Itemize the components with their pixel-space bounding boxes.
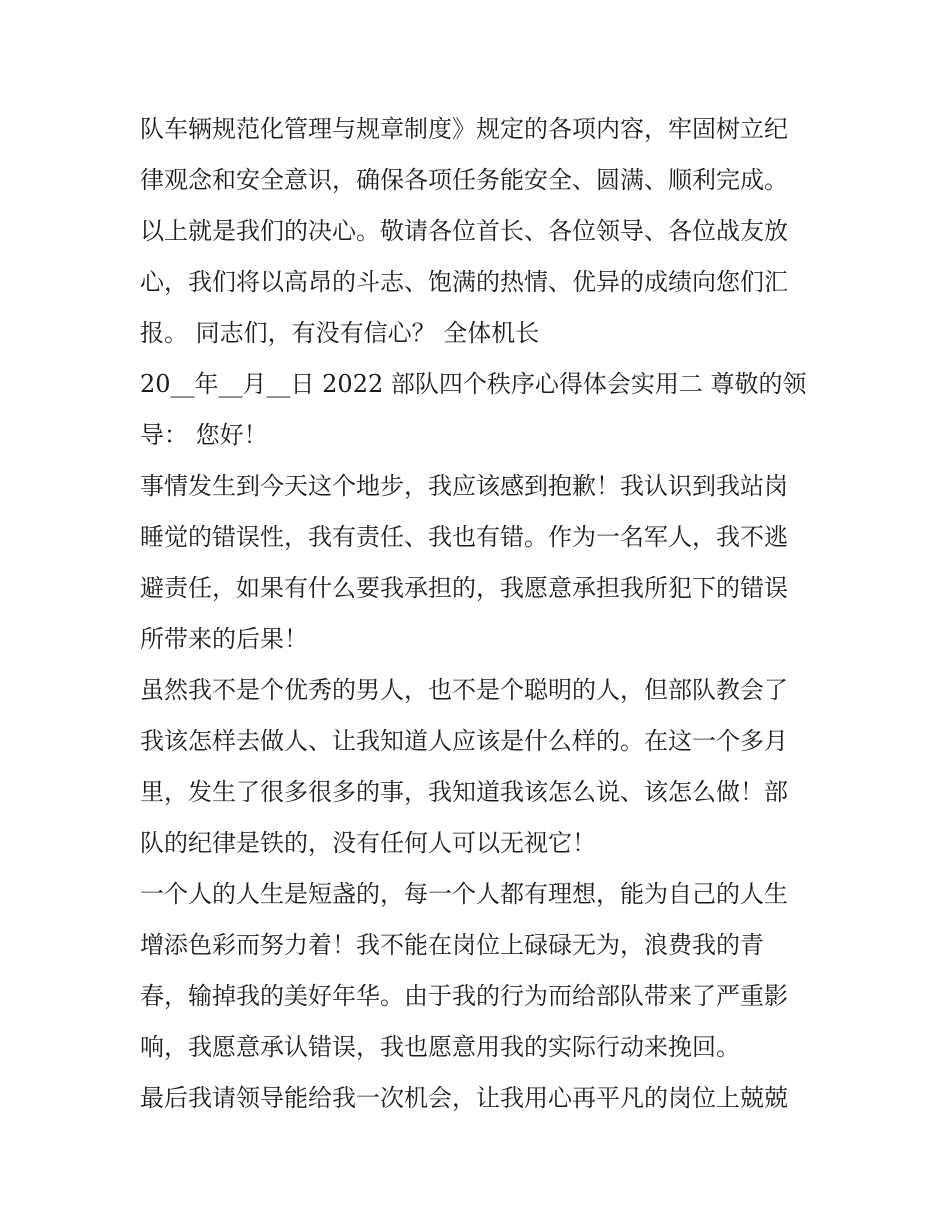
text-line: 导： 您好！ (140, 421, 268, 449)
text-line: 所带来的后果！ (140, 625, 308, 653)
text-line: 心，我们将以高昂的斗志、饱满的热情、优异的成绩向您们汇 (140, 268, 788, 296)
text-line: 睡觉的错误性，我有责任、我也有错。作为一名军人，我不逃 (140, 523, 788, 551)
text-line: 律观念和安全意识，确保各项任务能安全、圆满、顺利完成。 (140, 166, 788, 194)
text-line: 增添色彩而努力着！我不能在岗位上碌碌无为，浪费我的青 (140, 931, 764, 959)
document-body (140, 104, 820, 1124)
text-line: 响，我愿意承认错误，我也愿意用我的实际行动来挽回。 (140, 1033, 740, 1061)
text-line: 春，输掉我的美好年华。由于我的行为而给部队带来了严重影 (140, 982, 788, 1010)
text-line: 最后我请领导能给我一次机会，让我用心再平凡的岗位上兢兢 (140, 1084, 788, 1112)
text-line: 我该怎样去做人、让我知道人应该是什么样的。在这一个多月 (140, 727, 788, 755)
text-line: 避责任，如果有什么要我承担的，我愿意承担我所犯下的错误 (140, 574, 788, 602)
text-line: 报。 同志们，有没有信心？ 全体机长 (140, 319, 540, 347)
text-line: 里，发生了很多很多的事，我知道我该怎么说、该怎么做！部 (140, 778, 788, 806)
text-line: 以上就是我们的决心。敬请各位首长、各位领导、各位战友放 (140, 217, 788, 245)
text-line: 队车辆规范化管理与规章制度》规定的各项内容，牢固树立纪 (140, 115, 788, 143)
text-line: 队的纪律是铁的，没有任何人可以无视它！ (140, 829, 596, 857)
text-line: 一个人的人生是短盏的，每一个人都有理想，能为自己的人生 (140, 880, 788, 908)
text-line: 事情发生到今天这个地步，我应该感到抱歉！我认识到我站岗 (140, 472, 788, 500)
text-line: 20__年__月__日 2022 部队四个秩序心得体会实用二 尊敬的领 (140, 370, 807, 398)
text-line: 虽然我不是个优秀的男人，也不是个聪明的人，但部队教会了 (140, 676, 788, 704)
